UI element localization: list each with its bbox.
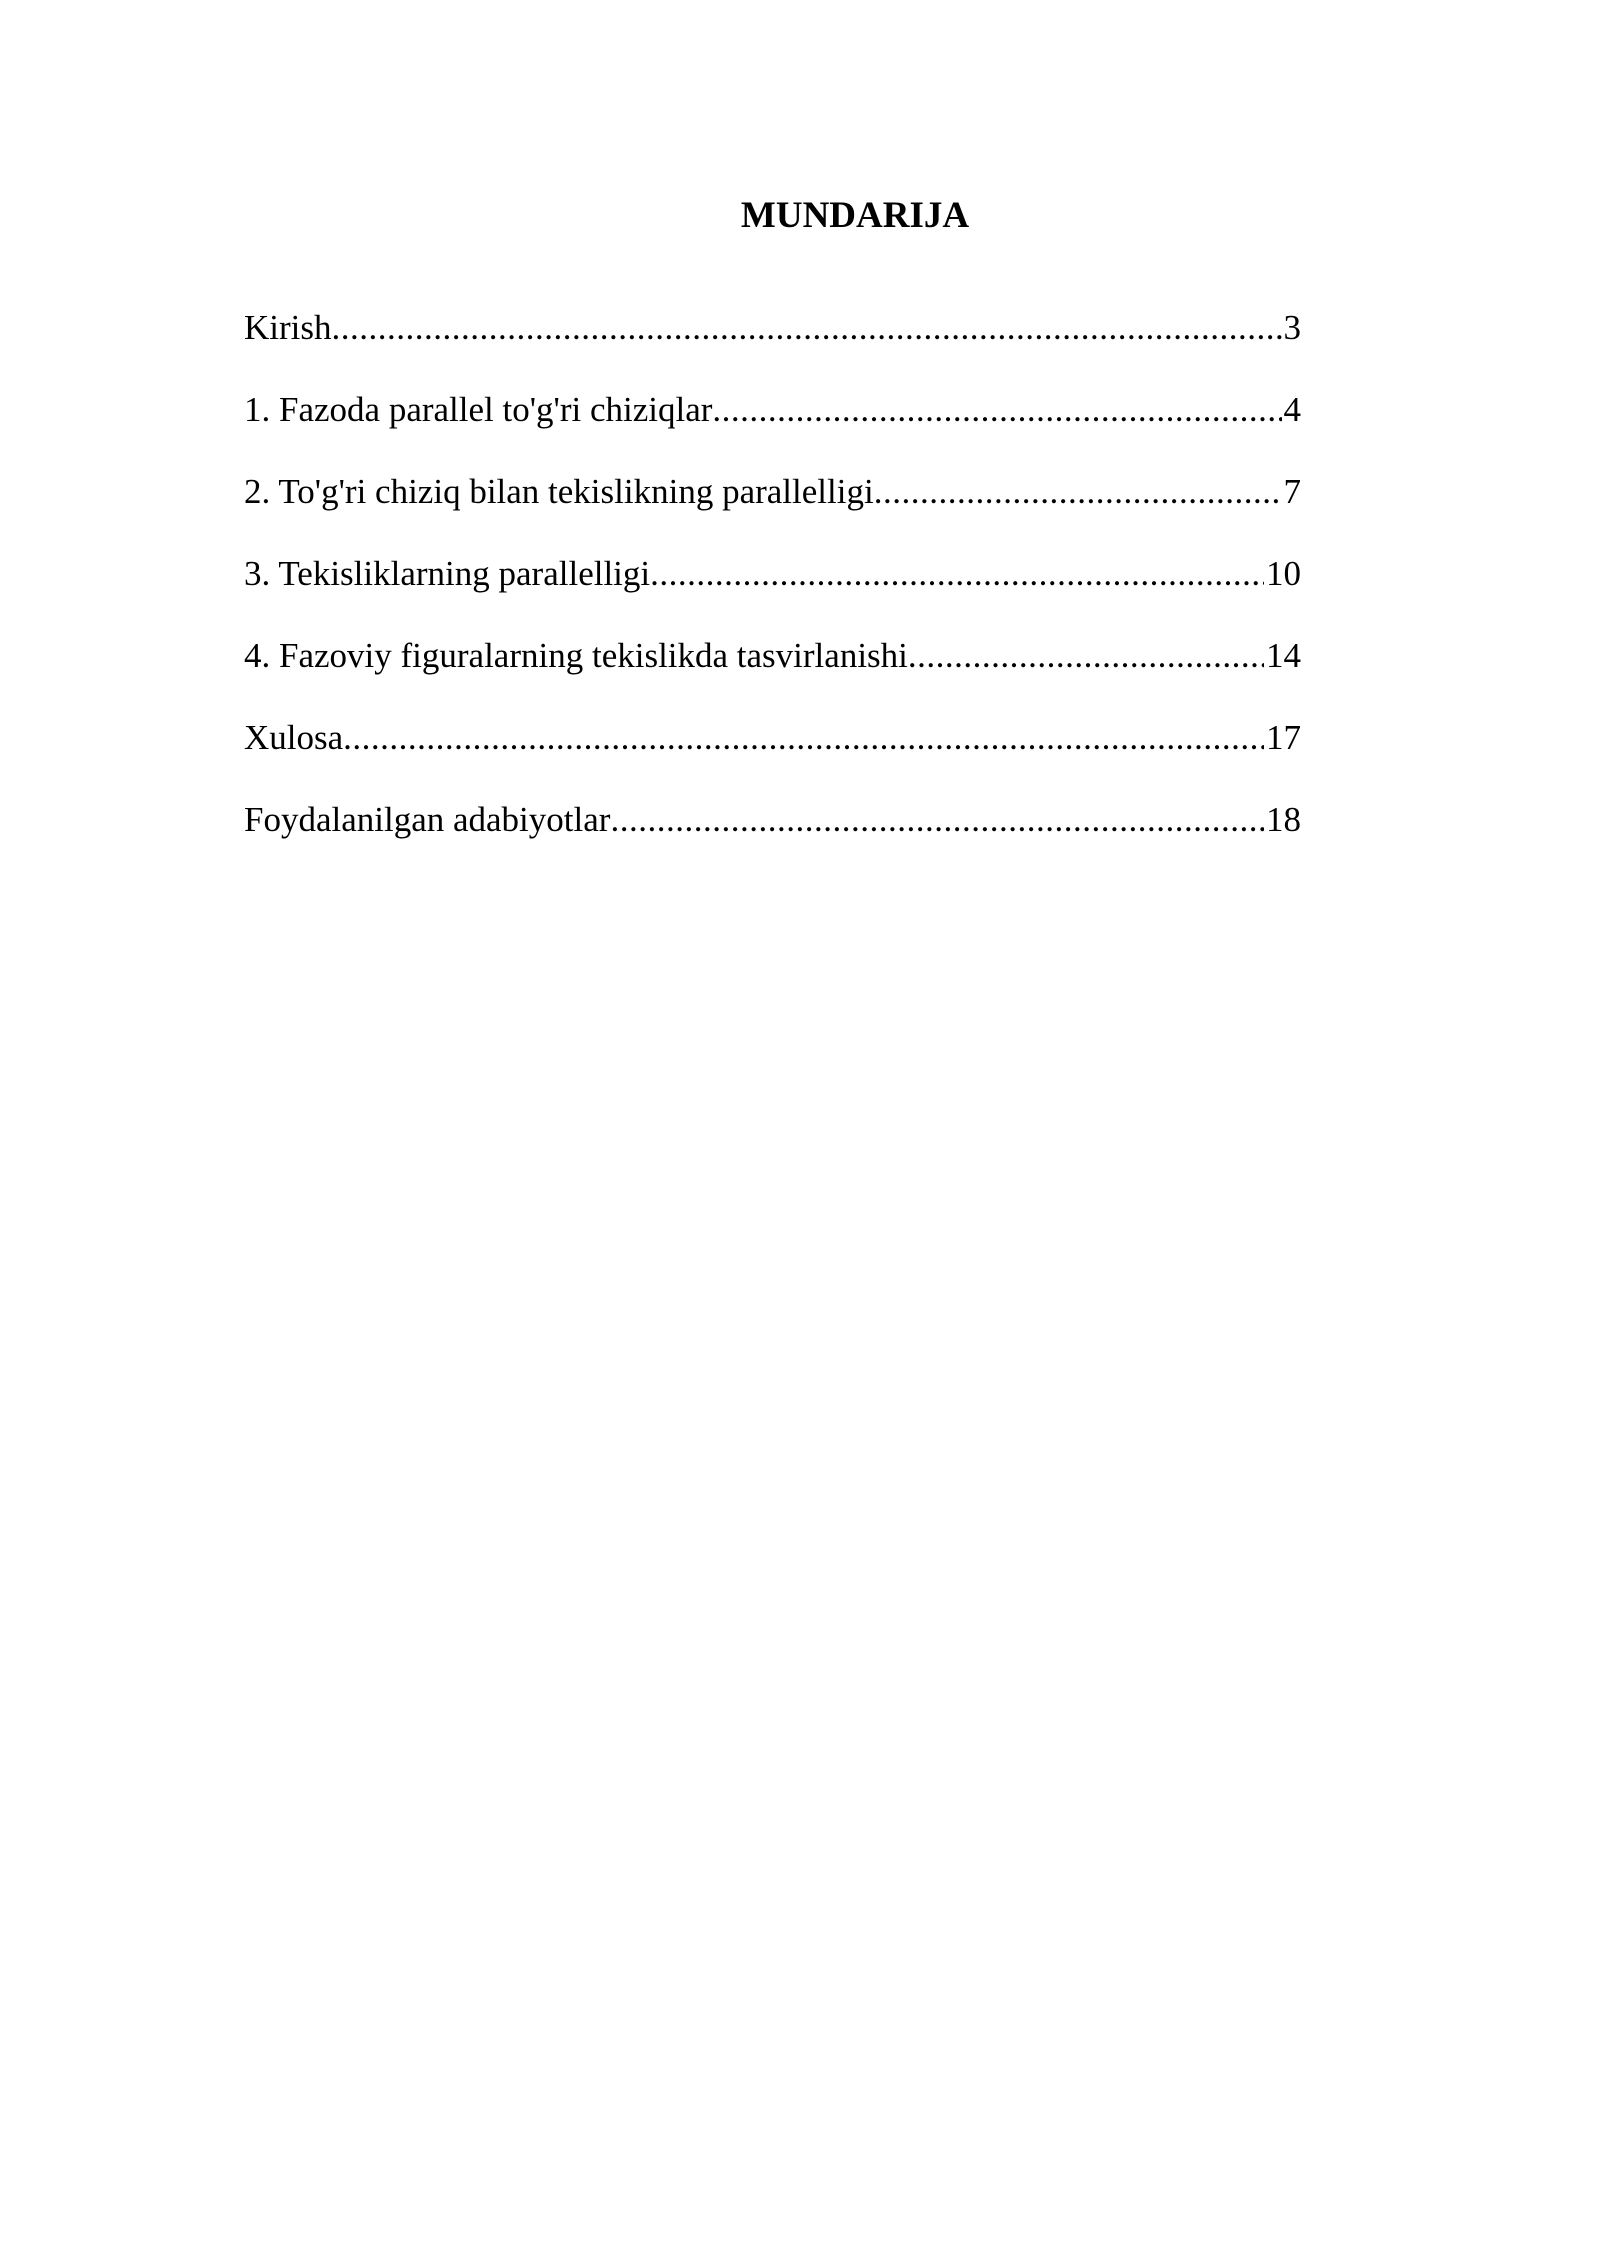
page-title: MUNDARIJA [740, 195, 970, 236]
dot-leader [332, 298, 1282, 358]
toc-entry-label: Xulosa [244, 718, 344, 757]
dot-leader [343, 708, 1264, 768]
dot-leader [610, 790, 1264, 850]
toc-entry-page-number: 18 [1266, 800, 1301, 839]
toc-entry-section-2 [244, 462, 1301, 544]
toc-entry-xulosa [244, 708, 1301, 790]
table-of-contents [244, 298, 1301, 872]
toc-entry-label: 3. Tekisliklarning parallelligi [244, 554, 651, 593]
toc-entry-label: 1. Fazoda parallel to'g'ri chiziqlar [244, 390, 713, 429]
toc-entry-page-number: 17 [1266, 718, 1301, 757]
toc-entry-page-number: 14 [1266, 636, 1301, 675]
toc-entry-page-number: 7 [1283, 472, 1301, 511]
toc-entry-section-4 [244, 626, 1301, 708]
toc-entry-label: 2. To'g'ri chiziq bilan tekislikning parallelligi [244, 472, 874, 511]
toc-entry-kirish [244, 298, 1301, 380]
toc-entry-page-number: 4 [1283, 390, 1301, 429]
dot-leader [874, 462, 1282, 522]
dot-leader [908, 626, 1264, 686]
toc-entry-label: Foydalanilgan adabiyotlar [244, 800, 611, 839]
toc-entry-references [244, 790, 1301, 872]
toc-entry-section-1 [244, 380, 1301, 462]
dot-leader [712, 380, 1281, 440]
toc-entry-label: Kirish [244, 308, 332, 347]
toc-entry-label: 4. Fazoviy figuralarning tekislikda tasvirlanishi [244, 636, 908, 675]
toc-entry-section-3 [244, 544, 1301, 626]
dot-leader [650, 544, 1264, 604]
toc-entry-page-number: 3 [1283, 308, 1301, 347]
toc-entry-page-number: 10 [1266, 554, 1301, 593]
